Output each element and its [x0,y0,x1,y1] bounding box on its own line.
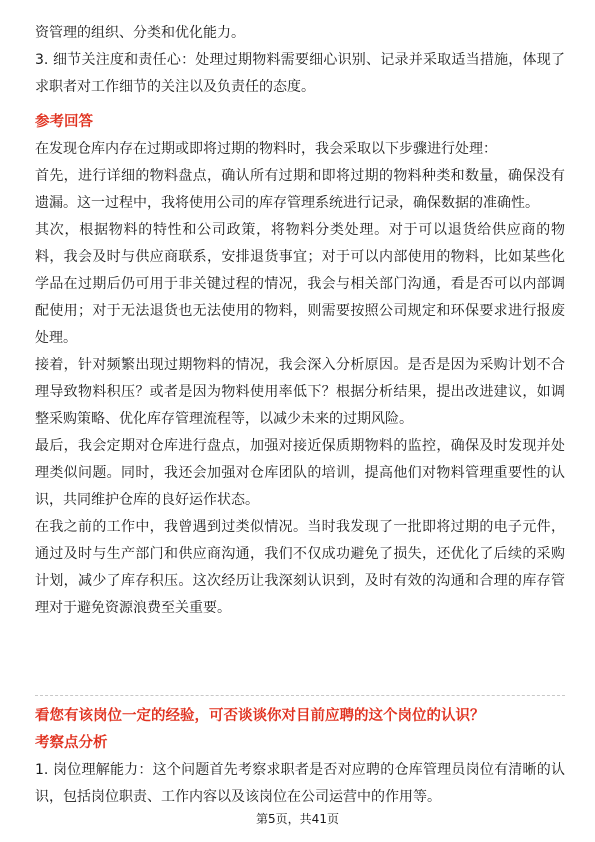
answer-paragraph: 首先，进行详细的物料盘点，确认所有过期和即将过期的物料种类和数量，确保没有遗漏。这一过程中，我将使用公司的库存管理系统进行记录，确保数据的准确性。 [35,168,565,211]
page-number: 第5页，共41页 [256,812,339,826]
section-divider [35,695,565,696]
answer-paragraph: 其次，根据物料的特性和公司政策，将物料分类处理。对于可以退货给供应商的物料，我会及时与供应商联系，安排退货事宜；对于可以内部使用的物料，比如某些化学品在过期后仍可用于非关键过程的情况，我会与相关部门沟通，看是否可以内部调配使用；对于无法退货也无法使用的物料，则需要按照公司规定和环保要求进行报废处理。 [35,222,565,346]
question-title: 看您有该岗位一定的经验，可否谈谈你对目前应聘的这个岗位的认识？ [35,708,485,724]
analysis-point-3: 3. 细节关注度和责任心：处理过期物料需要细心识别、记录并采取适当措施，体现了求职者对工作细节的关注以及负责任的态度。 [35,52,565,95]
analysis-point-1: 1. 岗位理解能力：这个问题首先考察求职者是否对应聘的仓库管理员岗位有清晰的认识，包括岗位职责、工作内容以及该岗位在公司运营中的作用等。 [35,762,565,805]
previous-point-continuation: 资管理的组织、分类和优化能力。 [35,25,245,41]
answer-paragraph: 接着，针对频繁出现过期物料的情况，我会深入分析原因。是否是因为采购计划不合理导致物料积压？或者是因为物料使用率低下？根据分析结果，提出改进建议，如调整采购策略、优化库存管理流程等，以减少未来的过期风险。 [35,357,565,427]
page-content [35,20,565,622]
reference-answer-heading: 参考回答 [35,114,93,130]
answer-paragraph: 在我之前的工作中，我曾遇到过类似情况。当时我发现了一批即将过期的电子元件，通过及时与生产部门和供应商沟通，我们不仅成功避免了损失，还优化了后续的采购计划，减少了库存积压。这次经历让我深刻认识到，及时有效的沟通和合理的库存管理对于避免资源浪费至关重要。 [35,519,565,616]
answer-paragraph: 在发现仓库内存在过期或即将过期的物料时，我会采取以下步骤进行处理： [35,141,497,157]
next-question-section [35,703,565,811]
analysis-heading: 考察点分析 [35,735,108,751]
spacer [35,101,565,109]
answer-paragraph: 最后，我会定期对仓库进行盘点，加强对接近保质期物料的监控，确保及时发现并处理类似问题。同时，我还会加强对仓库团队的培训，提高他们对物料管理重要性的认识，共同维护仓库的良好运作状态。 [35,438,565,508]
